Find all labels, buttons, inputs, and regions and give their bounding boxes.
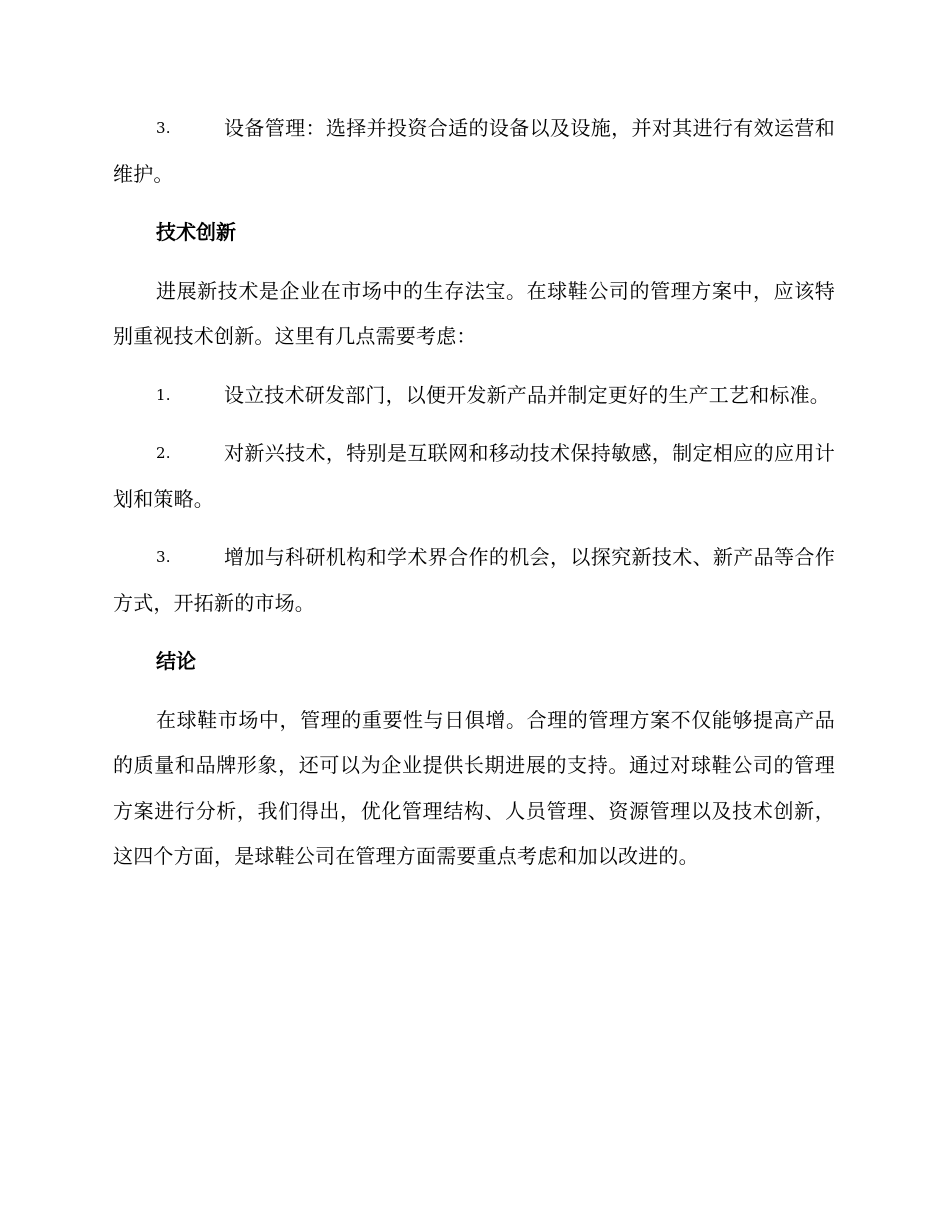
list-item-text: 对新兴技术，特别是互联网和移动技术保持敏感，制定相应的应用计划和策略。: [113, 441, 835, 511]
list-number: 1.: [156, 385, 171, 404]
list-item-equipment-management: [113, 106, 835, 197]
list-item-text: 设备管理：选择并投资合适的设备以及设施，并对其进行有效运营和维护。: [113, 116, 835, 186]
list-item-research-cooperation: [113, 535, 835, 626]
list-item-emerging-tech: [113, 431, 835, 522]
list-item-rd-department: [113, 373, 835, 419]
tech-intro-paragraph: 进展新技术是企业在市场中的生存法宝。在球鞋公司的管理方案中，应该特别重视技术创新。这里有几点需要考虑：: [113, 278, 835, 348]
list-number: 2.: [156, 444, 171, 462]
conclusion-paragraph: 在球鞋市场中，管理的重要性与日俱增。合理的管理方案不仅能够提高产品的质量和品牌形象，还可以为企业提供长期进展的支持。通过对球鞋公司的管理方案进行分析，我们得出，优化管理结构、人员管理、资源管理以及技术创新，这四个方面，是球鞋公司在管理方面需要重点考虑和加以改进的。: [113, 707, 835, 868]
document-body: [113, 106, 835, 893]
list-number: 3.: [156, 119, 171, 137]
section-heading-conclusion: 结论: [156, 649, 196, 673]
section-heading-tech-innovation: 技术创新: [156, 220, 236, 244]
list-number: 3.: [156, 548, 171, 566]
list-item-text: 增加与科研机构和学术界合作的机会，以探究新技术、新产品等合作方式，开拓新的市场。: [113, 545, 835, 615]
list-item-text: 设立技术研发部门，以便开发新产品并制定更好的生产工艺和标准。: [224, 382, 830, 407]
